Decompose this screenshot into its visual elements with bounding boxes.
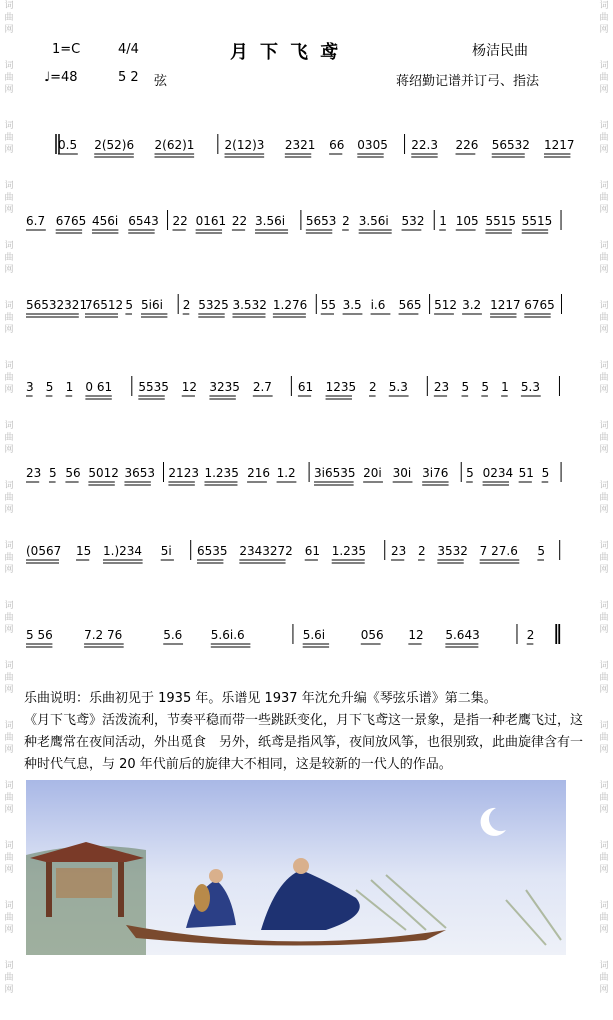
beam — [306, 230, 332, 233]
note-group: 512 — [434, 298, 458, 312]
beam — [138, 396, 164, 399]
beam — [88, 482, 114, 485]
note-group: 3 — [26, 380, 34, 394]
beam — [94, 154, 134, 157]
beam — [211, 644, 251, 647]
string-tuning-label: 弦 — [154, 74, 168, 89]
key-signature: 1=C — [52, 42, 81, 57]
beam — [204, 482, 237, 485]
pavilion-wall — [56, 868, 112, 898]
note-group: 3.5 — [342, 298, 362, 312]
score-row — [24, 208, 584, 248]
note-group: 1235 — [325, 380, 357, 394]
note-group: 5 — [461, 380, 470, 394]
note-group: 0234 — [482, 466, 514, 480]
beam — [483, 482, 509, 485]
note-group: 5 — [541, 466, 550, 480]
note-group: 1.276 — [272, 298, 308, 312]
beam — [92, 230, 118, 233]
score-row — [24, 374, 584, 414]
beam — [84, 644, 124, 647]
beam — [56, 230, 82, 233]
beam — [124, 482, 150, 485]
score-row-svg — [24, 208, 584, 248]
note-group: 76512 — [84, 298, 124, 312]
note-group: 2(12)3 — [224, 138, 265, 152]
note-group: 5.643 — [445, 628, 480, 642]
note-group: 3.532 — [232, 298, 267, 312]
note-group: 2 — [418, 544, 426, 558]
note-group: 2 — [182, 298, 191, 312]
beam — [273, 314, 306, 317]
reeds — [26, 846, 146, 955]
note-group: 2 — [526, 628, 535, 642]
note-group: 5.3 — [388, 380, 408, 394]
note-group: (0567 — [26, 544, 62, 558]
note-group: 5515 — [521, 214, 553, 228]
note-group: 0 61 — [85, 380, 113, 394]
note-group: 1217 — [544, 138, 575, 152]
note-group: 3i76 — [422, 466, 449, 480]
beam — [85, 396, 111, 399]
note-group: 2(62)1 — [154, 138, 195, 152]
beam — [437, 560, 463, 563]
note-group: 5.6i — [302, 628, 326, 642]
beam — [232, 314, 265, 317]
note-group: 22 — [172, 214, 188, 228]
note-group: 66 — [329, 138, 345, 152]
note-group: 61 — [304, 544, 321, 558]
note-group: 1.235 — [204, 466, 239, 480]
note-group: 3653 — [124, 466, 155, 480]
note-group: 456i — [91, 214, 119, 228]
note-group: 56532 — [491, 138, 530, 152]
note-group: 5653 — [305, 214, 337, 228]
score-row — [24, 292, 584, 332]
beam — [225, 154, 265, 157]
beam — [332, 560, 365, 563]
note-group: 5 — [537, 544, 546, 558]
note-group: 3.2 — [462, 298, 482, 312]
beam — [359, 230, 392, 233]
notes — [24, 688, 584, 776]
beam — [168, 482, 194, 485]
note-group: 5 — [481, 380, 489, 394]
time-signature: 4/4 — [118, 42, 139, 57]
note-group: i.6 — [370, 298, 386, 312]
note-group: 1 — [439, 214, 447, 228]
score-row — [24, 460, 584, 500]
note-group: 2123 — [168, 466, 199, 480]
note-group: 2343272 — [239, 544, 293, 558]
note-group: 0305 — [357, 138, 388, 152]
beam — [26, 560, 59, 563]
beam — [522, 230, 548, 233]
note-group: 5.3 — [520, 380, 541, 394]
beam — [326, 396, 352, 399]
note-group: 5i — [160, 544, 172, 558]
beam — [197, 560, 223, 563]
note-group: 23 — [391, 544, 407, 558]
note-group: 6.7 — [26, 214, 46, 228]
note-group: 1.)234 — [103, 544, 143, 558]
beam — [26, 644, 52, 647]
score-row — [24, 538, 584, 578]
notes-line-2: 《月下飞鸢》活泼流利，节奏平稳而带一些跳跃变化，月下飞鸢这一景象，是指一种老鹰飞过，这种老鹰常在夜间活动，外出觅食 另外，纸鸢是指风筝，夜间放风筝，也很别致，此曲旋律含有一种时代气息，与 20 年代前后的旋律大不相同，这是较新的一代人的作品。 — [24, 713, 584, 772]
composer: 杨洁民曲 — [472, 43, 528, 59]
note-group: 105 — [455, 214, 479, 228]
note-group: 30i — [392, 466, 412, 480]
beam — [85, 314, 118, 317]
note-group: 5i6i — [140, 298, 163, 312]
note-group: 6543 — [128, 214, 159, 228]
score-row-svg — [24, 292, 584, 332]
note-group: 1 — [65, 380, 74, 394]
note-group: 3.56i — [358, 214, 389, 228]
beam — [524, 314, 550, 317]
note-group: 12 — [408, 628, 424, 642]
note-group: 7.2 76 — [84, 628, 123, 642]
beam — [209, 396, 235, 399]
beam — [490, 314, 516, 317]
barline — [556, 624, 559, 644]
note-group: 0161 — [195, 214, 227, 228]
note-group: 7 27.6 — [479, 544, 518, 558]
note-group: 2(52)6 — [94, 138, 135, 152]
note-group: 1217 — [490, 298, 521, 312]
watermark-right: 词 曲 网 词 曲 网 词 曲 网 词 曲 网 词 曲 网 词 曲 网 词 曲 网 词 曲 网 词 曲 网 词 曲 网 词 曲 网 词 曲 网 词 曲 网 词 曲 网 词 曲 网 词 曲 网 词 曲 网 — [599, 1, 609, 995]
note-group: 1.2 — [276, 466, 296, 480]
note-group: 6765 — [55, 214, 87, 228]
watermark-left: 词 曲 网 词 曲 网 词 曲 网 词 曲 网 词 曲 网 词 曲 网 词 曲 网 词 曲 网 词 曲 网 词 曲 网 词 曲 网 词 曲 网 词 曲 网 词 曲 网 词 曲 网 词 曲 网 词 曲 网 — [4, 1, 14, 995]
pipa — [194, 884, 210, 912]
note-group: 5.6i.6 — [210, 628, 245, 642]
beam — [155, 154, 195, 157]
note-group: 56532321 — [26, 298, 88, 312]
note-group: 2 — [368, 380, 377, 394]
note-group: 5325 — [198, 298, 229, 312]
page-title: 月下飞鸢 — [230, 42, 350, 63]
note-group: 61 — [297, 380, 314, 394]
note-group: 3i6535 — [314, 466, 356, 480]
beam — [314, 482, 354, 485]
note-group: 22.3 — [411, 138, 438, 152]
note-group: 6535 — [197, 544, 228, 558]
beam — [485, 230, 511, 233]
tempo-mark: ♩=48 — [44, 70, 78, 85]
beam — [303, 644, 329, 647]
beam — [196, 230, 222, 233]
note-group: 216 — [247, 466, 270, 480]
beam — [480, 560, 520, 563]
illustration-drawing — [26, 780, 566, 955]
note-group: 56 — [65, 466, 81, 480]
note-group: 5515 — [485, 214, 517, 228]
note-group: 5535 — [138, 380, 169, 394]
beam — [239, 560, 285, 563]
figure-head — [209, 869, 223, 883]
note-group: 5 — [125, 298, 134, 312]
score-row-svg — [24, 622, 584, 662]
note-group: 6765 — [524, 298, 555, 312]
beam — [411, 154, 437, 157]
note-group: 5 — [466, 466, 474, 480]
illustration — [26, 780, 566, 955]
note-group: 5.6 — [163, 628, 183, 642]
notes-line-1: 乐曲说明：乐曲初见于 1935 年。乐谱见 1937 年沈允升编《琴弦乐谱》第二集。 — [24, 691, 497, 706]
string-tuning: 5 2 — [118, 70, 139, 85]
pavilion-post — [118, 862, 124, 917]
note-group: 3532 — [437, 544, 468, 558]
score-row-svg — [24, 538, 584, 578]
figure-head — [293, 858, 309, 874]
beam — [255, 230, 288, 233]
note-group: 5 — [45, 380, 54, 394]
score-row — [24, 622, 584, 662]
note-group: 2321 — [284, 138, 316, 152]
beam — [445, 644, 478, 647]
note-group: 0.5 — [58, 138, 78, 152]
note-group: 565 — [398, 298, 422, 312]
note-group: 23 — [433, 380, 450, 394]
pavilion-post — [46, 862, 52, 917]
beam — [26, 314, 79, 317]
note-group: 226 — [455, 138, 479, 152]
note-group: 2 — [342, 214, 350, 228]
score-row-svg — [24, 132, 584, 172]
note-group: 23 — [26, 466, 42, 480]
note-group: 5 — [48, 466, 57, 480]
score-row-svg — [24, 460, 584, 500]
score-row-svg — [24, 374, 584, 414]
note-group: 1 — [501, 380, 509, 394]
note-group: 3.56i — [255, 214, 286, 228]
note-group: 5012 — [88, 466, 119, 480]
note-group: 12 — [181, 380, 198, 394]
score-row — [24, 132, 584, 172]
beam — [544, 154, 570, 157]
beam — [422, 482, 448, 485]
note-group: 532 — [401, 214, 425, 228]
note-group: 3235 — [209, 380, 240, 394]
note-group: 20i — [363, 466, 382, 480]
note-group: 056 — [360, 628, 384, 642]
beam — [285, 154, 311, 157]
note-group: 51 — [518, 466, 534, 480]
note-group: 15 — [76, 544, 92, 558]
note-group: 1.235 — [331, 544, 367, 558]
beam — [103, 560, 143, 563]
beam — [198, 314, 224, 317]
note-group: 22 — [231, 214, 248, 228]
beam — [128, 230, 154, 233]
note-group: 5 56 — [26, 628, 53, 642]
note-group: 55 — [320, 298, 337, 312]
beam — [492, 154, 525, 157]
beam — [141, 314, 167, 317]
beam — [357, 154, 383, 157]
note-group: 2.7 — [252, 380, 272, 394]
arranger: 蒋绍勤记谱并订弓、指法 — [396, 74, 540, 89]
